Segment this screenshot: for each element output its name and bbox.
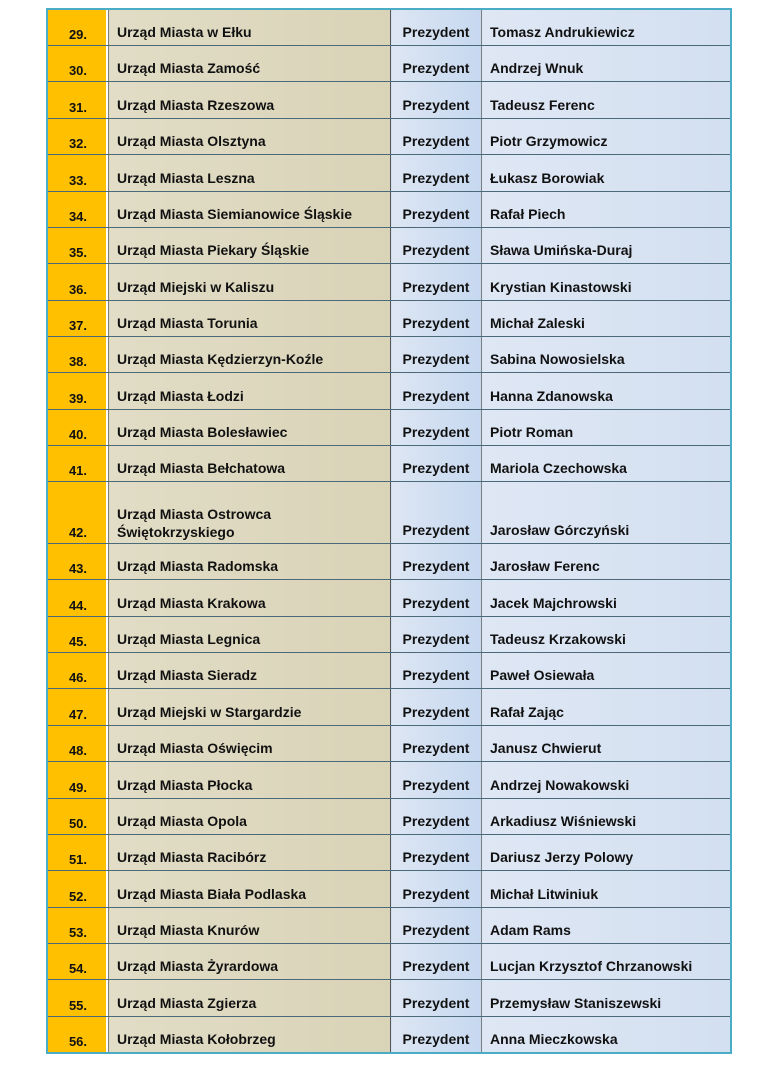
row-number: 42.: [48, 482, 109, 544]
office-name: Urząd Miasta Kołobrzeg: [109, 1016, 391, 1052]
table-body: [48, 10, 730, 1052]
person-name: Hanna Zdanowska: [482, 373, 731, 409]
office-name: Urząd Miasta Łodzi: [109, 373, 391, 409]
table-row: [48, 980, 730, 1016]
table-row: [48, 1016, 730, 1052]
person-name: Anna Mieczkowska: [482, 1016, 731, 1052]
row-number: 53.: [48, 907, 109, 943]
function-title: Prezydent: [391, 300, 482, 336]
table-row: [48, 580, 730, 616]
table-row: [48, 798, 730, 834]
office-name: Urząd Miasta Ostrowca Świętokrzyskiego: [109, 482, 391, 544]
office-name: Urząd Miasta Zamość: [109, 46, 391, 82]
person-name: Tadeusz Ferenc: [482, 82, 731, 118]
row-number: 33.: [48, 155, 109, 191]
row-number: 46.: [48, 653, 109, 689]
person-name: Sława Umińska-Duraj: [482, 227, 731, 263]
person-name: Przemysław Staniszewski: [482, 980, 731, 1016]
office-name: Urząd Miasta Opola: [109, 798, 391, 834]
function-title: Prezydent: [391, 871, 482, 907]
table-row: [48, 834, 730, 870]
office-name: Urząd Miejski w Kaliszu: [109, 264, 391, 300]
table-row: [48, 300, 730, 336]
row-number: 48.: [48, 725, 109, 761]
office-name: Urząd Miasta Racibórz: [109, 834, 391, 870]
person-name: Andrzej Wnuk: [482, 46, 731, 82]
office-name: Urząd Miasta Piekary Śląskie: [109, 227, 391, 263]
office-name: Urząd Miasta Legnica: [109, 616, 391, 652]
table-row: [48, 907, 730, 943]
row-number: 44.: [48, 580, 109, 616]
row-number: 43.: [48, 544, 109, 580]
office-name: Urząd Miasta Zgierza: [109, 980, 391, 1016]
row-number: 52.: [48, 871, 109, 907]
table-row: [48, 155, 730, 191]
function-title: Prezydent: [391, 725, 482, 761]
function-title: Prezydent: [391, 336, 482, 372]
function-title: Prezydent: [391, 1016, 482, 1052]
office-name: Urząd Miasta w Ełku: [109, 10, 391, 46]
row-number: 30.: [48, 46, 109, 82]
function-title: Prezydent: [391, 118, 482, 154]
office-name: Urząd Miasta Rzeszowa: [109, 82, 391, 118]
table-row: [48, 544, 730, 580]
function-title: Prezydent: [391, 46, 482, 82]
person-name: Łukasz Borowiak: [482, 155, 731, 191]
function-title: Prezydent: [391, 580, 482, 616]
table-row: [48, 264, 730, 300]
function-title: Prezydent: [391, 798, 482, 834]
officials-table: [48, 10, 730, 1052]
function-title: Prezydent: [391, 446, 482, 482]
row-number: 50.: [48, 798, 109, 834]
office-name: Urząd Miasta Żyrardowa: [109, 943, 391, 979]
function-title: Prezydent: [391, 943, 482, 979]
office-name: Urząd Miejski w Stargardzie: [109, 689, 391, 725]
office-name: Urząd Miasta Torunia: [109, 300, 391, 336]
person-name: Arkadiusz Wiśniewski: [482, 798, 731, 834]
person-name: Tadeusz Krzakowski: [482, 616, 731, 652]
table-row: [48, 762, 730, 798]
table-row: [48, 10, 730, 46]
table-row: [48, 616, 730, 652]
office-name: Urząd Miasta Płocka: [109, 762, 391, 798]
person-name: Krystian Kinastowski: [482, 264, 731, 300]
office-name: Urząd Miasta Bełchatowa: [109, 446, 391, 482]
office-name: Urząd Miasta Kędzierzyn-Koźle: [109, 336, 391, 372]
table-row: [48, 82, 730, 118]
table-row: [48, 373, 730, 409]
table-row: [48, 46, 730, 82]
person-name: Jarosław Ferenc: [482, 544, 731, 580]
table-row: [48, 446, 730, 482]
table-row: [48, 725, 730, 761]
table-row: [48, 227, 730, 263]
row-number: 40.: [48, 409, 109, 445]
row-number: 45.: [48, 616, 109, 652]
person-name: Adam Rams: [482, 907, 731, 943]
function-title: Prezydent: [391, 834, 482, 870]
function-title: Prezydent: [391, 409, 482, 445]
person-name: Paweł Osiewała: [482, 653, 731, 689]
function-title: Prezydent: [391, 653, 482, 689]
function-title: Prezydent: [391, 191, 482, 227]
function-title: Prezydent: [391, 616, 482, 652]
table-row: [48, 191, 730, 227]
row-number: 38.: [48, 336, 109, 372]
person-name: Janusz Chwierut: [482, 725, 731, 761]
function-title: Prezydent: [391, 264, 482, 300]
office-name: Urząd Miasta Siemianowice Śląskie: [109, 191, 391, 227]
row-number: 36.: [48, 264, 109, 300]
row-number: 29.: [48, 10, 109, 46]
function-title: Prezydent: [391, 544, 482, 580]
row-number: 35.: [48, 227, 109, 263]
person-name: Sabina Nowosielska: [482, 336, 731, 372]
table-row: [48, 336, 730, 372]
person-name: Mariola Czechowska: [482, 446, 731, 482]
function-title: Prezydent: [391, 155, 482, 191]
function-title: Prezydent: [391, 227, 482, 263]
function-title: Prezydent: [391, 10, 482, 46]
person-name: Piotr Grzymowicz: [482, 118, 731, 154]
office-name: Urząd Miasta Oświęcim: [109, 725, 391, 761]
function-title: Prezydent: [391, 373, 482, 409]
table-row: [48, 653, 730, 689]
row-number: 31.: [48, 82, 109, 118]
person-name: Jarosław Górczyński: [482, 482, 731, 544]
table-row: [48, 689, 730, 725]
row-number: 34.: [48, 191, 109, 227]
function-title: Prezydent: [391, 907, 482, 943]
office-name: Urząd Miasta Knurów: [109, 907, 391, 943]
row-number: 51.: [48, 834, 109, 870]
person-name: Jacek Majchrowski: [482, 580, 731, 616]
function-title: Prezydent: [391, 82, 482, 118]
row-number: 49.: [48, 762, 109, 798]
row-number: 47.: [48, 689, 109, 725]
person-name: Rafał Piech: [482, 191, 731, 227]
table-row: [48, 482, 730, 544]
row-number: 55.: [48, 980, 109, 1016]
row-number: 32.: [48, 118, 109, 154]
person-name: Rafał Zając: [482, 689, 731, 725]
row-number: 37.: [48, 300, 109, 336]
office-name: Urząd Miasta Leszna: [109, 155, 391, 191]
table-row: [48, 943, 730, 979]
table-row: [48, 118, 730, 154]
function-title: Prezydent: [391, 482, 482, 544]
office-name: Urząd Miasta Biała Podlaska: [109, 871, 391, 907]
person-name: Michał Zaleski: [482, 300, 731, 336]
office-name: Urząd Miasta Krakowa: [109, 580, 391, 616]
table-row: [48, 871, 730, 907]
function-title: Prezydent: [391, 980, 482, 1016]
row-number: 56.: [48, 1016, 109, 1052]
person-name: Michał Litwiniuk: [482, 871, 731, 907]
function-title: Prezydent: [391, 689, 482, 725]
function-title: Prezydent: [391, 762, 482, 798]
office-name: Urząd Miasta Sieradz: [109, 653, 391, 689]
row-number: 41.: [48, 446, 109, 482]
officials-table-frame: [46, 8, 732, 1054]
office-name: Urząd Miasta Olsztyna: [109, 118, 391, 154]
person-name: Lucjan Krzysztof Chrzanowski: [482, 943, 731, 979]
office-name: Urząd Miasta Radomska: [109, 544, 391, 580]
person-name: Dariusz Jerzy Polowy: [482, 834, 731, 870]
row-number: 54.: [48, 943, 109, 979]
person-name: Tomasz Andrukiewicz: [482, 10, 731, 46]
person-name: Andrzej Nowakowski: [482, 762, 731, 798]
row-number: 39.: [48, 373, 109, 409]
person-name: Piotr Roman: [482, 409, 731, 445]
office-name: Urząd Miasta Bolesławiec: [109, 409, 391, 445]
table-row: [48, 409, 730, 445]
